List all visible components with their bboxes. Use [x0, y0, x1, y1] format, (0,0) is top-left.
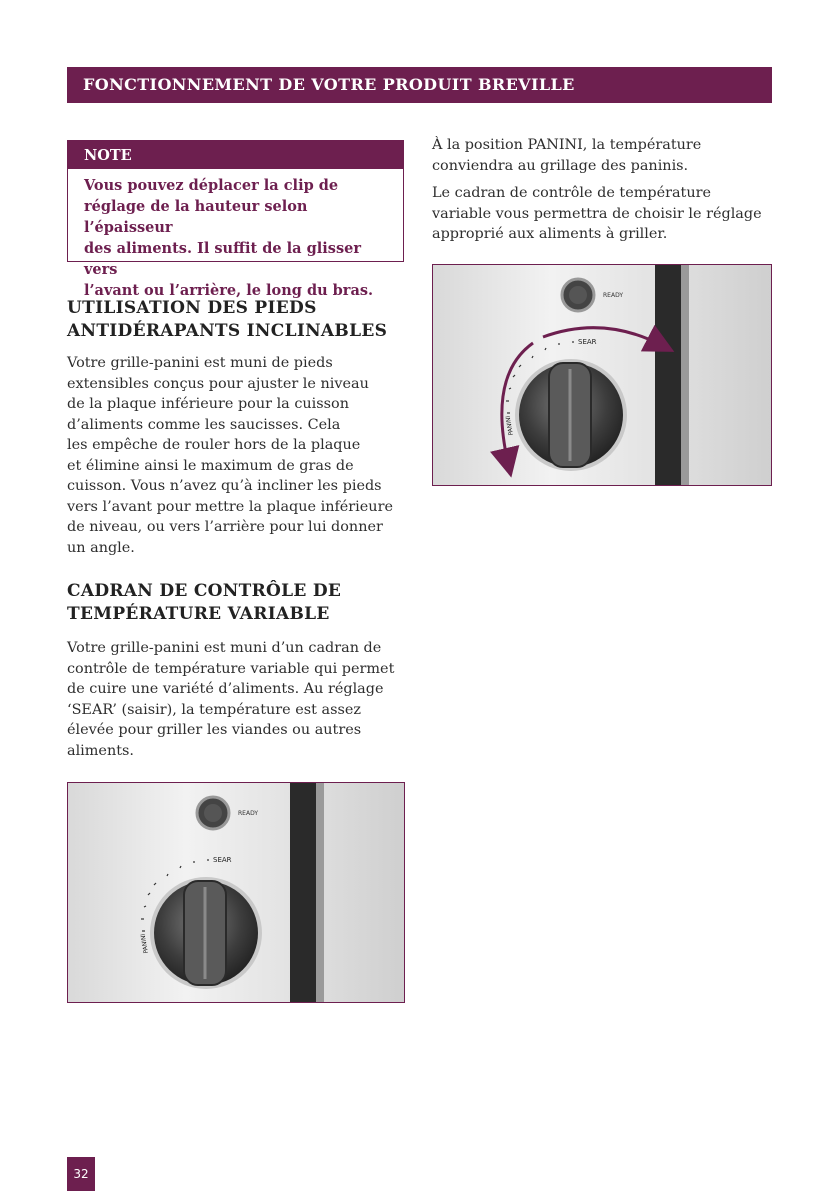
note-header — [68, 141, 403, 169]
page-number: 32 — [73, 1167, 89, 1181]
panini-paragraph: À la position PANINI, la température conviendra au grillage des paninis. — [432, 137, 702, 174]
temperature-dial-illustration — [68, 783, 405, 1003]
sear-label: SEAR — [213, 856, 232, 864]
ready-label: READY — [603, 292, 624, 299]
section-dial-body: Votre grille-panini est muni d’un cadran de contrôle de température variable qui permet de cuire une variété d’aliments. Au réglage ‘SEAR’ (saisir), la température est assez élevée pour griller les viandes ou autres aliments. — [67, 640, 395, 759]
dial-photo-with-arrow — [432, 264, 772, 486]
clockwise-arrow-icon — [543, 328, 661, 345]
note-line: réglage de la hauteur selon l’épaisseur — [84, 198, 308, 236]
page-number-badge — [67, 1157, 95, 1191]
section-feet-heading: UTILISATION DES PIEDS ANTIDÉRAPANTS INCLINABLES — [67, 298, 388, 341]
note-title: NOTE — [84, 147, 132, 164]
note-box — [67, 140, 404, 299]
note-line: l’avant ou l’arrière, le long du bras. — [84, 282, 374, 299]
section-header-title: FONCTIONNEMENT DE VOTRE PRODUIT BREVILLE — [83, 75, 575, 94]
dial-photo — [67, 782, 405, 1003]
dial-choice-paragraph: Le cadran de contrôle de température variable vous permettra de choisir le réglage approprié aux aliments à griller. — [432, 185, 762, 242]
note-line: Vous pouvez déplacer la clip de — [84, 177, 339, 194]
section-feet-body: Votre grille-panini est muni de pieds extensibles conçus pour ajuster le niveau de la plaque inférieure pour la cuisson d’aliments comme les saucisses. Cela les empêche de rouler hors de la plaque et élimine ainsi le maximum de gras de cuisson. Vous n’avez qu’à incliner les pieds vers l’avant pour mettre la plaque inférieure de niveau, ou vers l’arrière pour lui donner un angle. — [67, 355, 393, 556]
side-rail — [655, 265, 681, 486]
panini-label: PANINI — [139, 933, 150, 954]
section-header — [67, 67, 772, 103]
note-body — [68, 169, 403, 301]
temperature-dial-illustration — [433, 265, 772, 486]
section-dial-heading: CADRAN DE CONTRÔLE DE TEMPÉRATURE VARIABLE — [67, 581, 342, 624]
panini-label: PANINI — [504, 415, 515, 436]
ready-label: READY — [238, 810, 259, 817]
note-line: des aliments. Il suffit de la glisser vers — [84, 240, 361, 278]
side-rail — [290, 783, 316, 1003]
sear-label: SEAR — [578, 338, 597, 346]
